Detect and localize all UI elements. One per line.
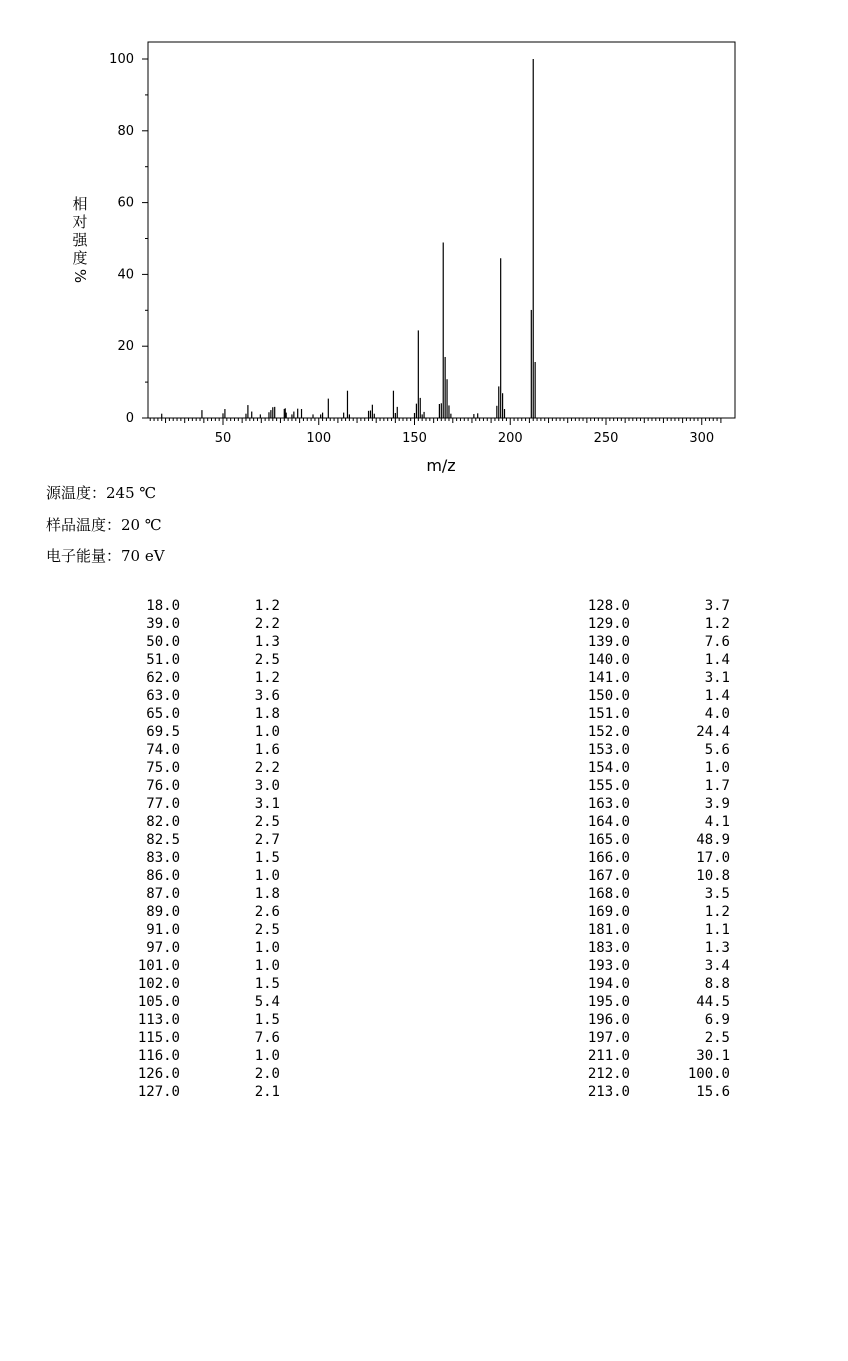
peak-abundance: 2.2	[254, 616, 280, 632]
peak-row	[430, 615, 830, 633]
peak-row	[430, 1065, 830, 1083]
peak-mz: 113.0	[137, 1012, 180, 1028]
peak-abundance: 100.0	[687, 1066, 730, 1082]
sample-temperature-label: 样品温度：	[46, 516, 122, 534]
source-temperature-value: 245 ℃	[106, 484, 157, 502]
peak-row	[0, 1011, 400, 1029]
peak-mz: 166.0	[587, 850, 630, 866]
peak-abundance: 1.2	[704, 904, 730, 920]
peak-row	[0, 885, 400, 903]
peak-row	[430, 921, 830, 939]
peak-abundance: 1.4	[704, 688, 730, 704]
x-tick-label: 300	[689, 431, 715, 446]
peak-mz: 127.0	[137, 1084, 180, 1100]
peak-mz: 139.0	[587, 634, 630, 650]
peak-abundance: 1.3	[704, 940, 730, 956]
peak-abundance: 3.5	[704, 886, 730, 902]
peak-row	[0, 849, 400, 867]
peak-row	[0, 633, 400, 651]
peak-abundance: 1.5	[254, 1012, 280, 1028]
peak-abundance: 1.0	[254, 724, 280, 740]
peak-row	[430, 669, 830, 687]
y-tick-label: 60	[117, 195, 134, 211]
source-temperature	[46, 482, 156, 503]
peak-row	[0, 723, 400, 741]
y-axis-title-char: 相	[72, 195, 88, 213]
peak-mz: 213.0	[587, 1084, 630, 1100]
peak-mz: 169.0	[587, 904, 630, 920]
peak-mz: 165.0	[587, 832, 630, 848]
electron-energy-value: 70 eV	[121, 547, 165, 565]
peak-abundance: 1.0	[254, 958, 280, 974]
peak-row	[430, 1029, 830, 1047]
peak-mz: 164.0	[587, 814, 630, 830]
peak-abundance: 2.1	[254, 1084, 280, 1100]
peak-mz: 97.0	[146, 940, 180, 956]
peak-abundance: 1.0	[254, 940, 280, 956]
peak-row	[0, 975, 400, 993]
peak-mz: 87.0	[146, 886, 180, 902]
peak-row	[430, 633, 830, 651]
peak-abundance: 1.7	[704, 778, 730, 794]
peak-row	[430, 705, 830, 723]
peak-row	[430, 939, 830, 957]
peak-abundance: 3.6	[254, 688, 280, 704]
peak-table-left	[0, 597, 400, 1101]
peak-row	[0, 957, 400, 975]
source-temperature-label: 源温度：	[46, 484, 107, 502]
x-tick-label: 100	[306, 431, 332, 446]
peak-table-right	[430, 597, 830, 1101]
peak-row	[430, 813, 830, 831]
peak-row	[430, 831, 830, 849]
peak-abundance: 1.1	[704, 922, 730, 938]
peak-row	[430, 795, 830, 813]
peak-abundance: 5.4	[254, 994, 280, 1010]
peak-mz: 128.0	[587, 598, 630, 614]
peak-row	[0, 921, 400, 939]
peak-abundance: 1.5	[254, 976, 280, 992]
peak-mz: 193.0	[587, 958, 630, 974]
electron-energy-label: 电子能量：	[46, 547, 122, 565]
peak-mz: 167.0	[587, 868, 630, 884]
peak-mz: 62.0	[146, 670, 180, 686]
peak-row	[430, 867, 830, 885]
peak-mz: 194.0	[587, 976, 630, 992]
peak-row	[430, 957, 830, 975]
peak-abundance: 7.6	[704, 634, 730, 650]
peak-row	[430, 687, 830, 705]
peak-abundance: 5.6	[704, 742, 730, 758]
x-tick-label: 250	[593, 431, 619, 446]
peak-row	[0, 777, 400, 795]
x-tick-label: 150	[402, 431, 427, 446]
peak-mz: 82.5	[146, 832, 180, 848]
peak-row	[0, 687, 400, 705]
peak-abundance: 4.1	[704, 814, 730, 830]
peak-mz: 154.0	[587, 760, 630, 776]
peak-abundance: 1.0	[704, 760, 730, 776]
peak-row	[0, 867, 400, 885]
peak-abundance: 3.1	[254, 796, 280, 812]
x-tick-label: 50	[214, 431, 232, 446]
peak-abundance: 4.0	[704, 706, 730, 722]
peak-row	[0, 651, 400, 669]
peak-abundance: 1.4	[704, 652, 730, 668]
peak-row	[430, 723, 830, 741]
peak-mz: 140.0	[587, 652, 630, 668]
peak-row	[0, 1083, 400, 1101]
peak-row	[430, 651, 830, 669]
peak-mz: 211.0	[587, 1048, 630, 1064]
peak-abundance: 17.0	[696, 850, 730, 866]
peak-row	[0, 759, 400, 777]
peak-abundance: 48.9	[696, 832, 730, 848]
sample-temperature-value: 20 ℃	[121, 516, 162, 534]
peak-abundance: 2.5	[704, 1030, 730, 1046]
peak-abundance: 8.8	[704, 976, 730, 992]
peak-abundance: 24.4	[696, 724, 730, 740]
peak-mz: 105.0	[137, 994, 180, 1010]
peak-abundance: 1.5	[254, 850, 280, 866]
peak-mz: 163.0	[587, 796, 630, 812]
peak-mz: 197.0	[587, 1030, 630, 1046]
peak-mz: 102.0	[137, 976, 180, 992]
peak-mz: 101.0	[137, 958, 180, 974]
peak-mz: 212.0	[587, 1066, 630, 1082]
peak-mz: 195.0	[587, 994, 630, 1010]
peak-abundance: 44.5	[696, 994, 730, 1010]
mass-spectrum-chart	[0, 0, 848, 480]
y-tick-label: 100	[109, 52, 134, 67]
peak-mz: 152.0	[587, 724, 630, 740]
peak-row	[0, 615, 400, 633]
peak-mz: 39.0	[146, 616, 180, 632]
peak-mz: 83.0	[146, 850, 180, 866]
peak-mz: 86.0	[146, 868, 180, 884]
y-tick-label: 20	[117, 339, 134, 355]
peak-row	[430, 903, 830, 921]
peak-abundance: 30.1	[696, 1048, 730, 1064]
sample-temperature	[46, 514, 162, 535]
peak-abundance: 2.5	[254, 814, 280, 830]
peak-row	[430, 993, 830, 1011]
peak-mz: 168.0	[587, 886, 630, 902]
peak-abundance: 1.2	[704, 616, 730, 632]
peak-mz: 76.0	[146, 778, 180, 794]
peak-abundance: 2.0	[254, 1066, 280, 1082]
peak-row	[0, 1047, 400, 1065]
peak-mz: 196.0	[587, 1012, 630, 1028]
peak-row	[0, 669, 400, 687]
y-axis-title	[71, 195, 89, 283]
y-axis-title-char: %	[71, 268, 89, 284]
peak-row	[0, 597, 400, 615]
peak-abundance: 1.0	[254, 868, 280, 884]
y-tick-label: 80	[117, 123, 134, 139]
peak-mz: 82.0	[146, 814, 180, 830]
y-axis-title-char: 对	[72, 213, 88, 231]
peak-abundance: 1.2	[254, 598, 280, 614]
peak-abundance: 2.5	[254, 652, 280, 668]
peak-mz: 126.0	[137, 1066, 180, 1082]
peak-mz: 89.0	[146, 904, 180, 920]
peak-row	[0, 795, 400, 813]
peak-row	[430, 1011, 830, 1029]
peak-mz: 77.0	[146, 796, 180, 812]
peak-row	[430, 741, 830, 759]
peak-abundance: 6.9	[704, 1012, 730, 1028]
x-axis	[150, 418, 721, 446]
peak-abundance: 2.7	[254, 832, 280, 848]
peak-mz: 153.0	[587, 742, 630, 758]
peak-mz: 181.0	[587, 922, 630, 938]
peak-row	[0, 903, 400, 921]
peak-mz: 116.0	[137, 1048, 180, 1064]
peak-row	[430, 975, 830, 993]
peak-abundance: 3.7	[704, 598, 730, 614]
peak-abundance: 2.5	[254, 922, 280, 938]
peak-mz: 50.0	[146, 634, 180, 650]
peak-row	[0, 831, 400, 849]
y-tick-label: 0	[125, 411, 134, 426]
peak-abundance: 1.3	[254, 634, 280, 650]
peak-abundance: 3.1	[704, 670, 730, 686]
peak-row	[430, 885, 830, 903]
plot-frame	[148, 42, 735, 418]
peak-mz: 91.0	[146, 922, 180, 938]
peak-mz: 115.0	[137, 1030, 180, 1046]
peak-row	[430, 777, 830, 795]
peak-abundance: 7.6	[254, 1030, 280, 1046]
y-axis-title-char: 度	[72, 249, 88, 267]
peak-abundance: 3.9	[704, 796, 730, 812]
peak-abundance: 1.0	[254, 1048, 280, 1064]
peak-abundance: 1.6	[254, 742, 280, 758]
peak-row	[0, 705, 400, 723]
peak-mz: 65.0	[146, 706, 180, 722]
y-tick-label: 40	[117, 267, 134, 283]
peak-row	[0, 993, 400, 1011]
peak-mz: 51.0	[146, 652, 180, 668]
peak-row	[430, 1047, 830, 1065]
electron-energy	[46, 545, 165, 566]
peak-abundance: 15.6	[696, 1084, 730, 1100]
peak-row	[430, 759, 830, 777]
peak-abundance: 1.8	[254, 886, 280, 902]
peak-abundance: 1.8	[254, 706, 280, 722]
peak-mz: 63.0	[146, 688, 180, 704]
peak-mz: 155.0	[587, 778, 630, 794]
peak-mz: 151.0	[587, 706, 630, 722]
peak-mz: 18.0	[146, 598, 180, 614]
peak-mz: 74.0	[146, 742, 180, 758]
peak-abundance: 2.2	[254, 760, 280, 776]
peak-row	[0, 813, 400, 831]
peak-abundance: 3.4	[704, 958, 730, 974]
peak-mz: 75.0	[146, 760, 180, 776]
peak-mz: 150.0	[587, 688, 630, 704]
y-axis-title-char: 强	[72, 231, 88, 249]
peak-mz: 183.0	[587, 940, 630, 956]
peak-abundance: 10.8	[696, 868, 730, 884]
peak-abundance: 3.0	[254, 778, 280, 794]
peak-row	[0, 1029, 400, 1047]
peak-row	[430, 1083, 830, 1101]
peak-mz: 141.0	[587, 670, 630, 686]
y-axis	[109, 52, 148, 426]
spectrum-peaks	[162, 59, 535, 418]
peak-row	[430, 849, 830, 867]
peak-row	[0, 1065, 400, 1083]
peak-row	[0, 939, 400, 957]
peak-row	[0, 741, 400, 759]
x-axis-title: m/z	[426, 456, 456, 475]
peak-abundance: 2.6	[254, 904, 280, 920]
peak-mz: 69.5	[146, 724, 180, 740]
peak-mz: 129.0	[587, 616, 630, 632]
x-tick-label: 200	[497, 431, 523, 446]
peak-row	[430, 597, 830, 615]
peak-abundance: 1.2	[254, 670, 280, 686]
